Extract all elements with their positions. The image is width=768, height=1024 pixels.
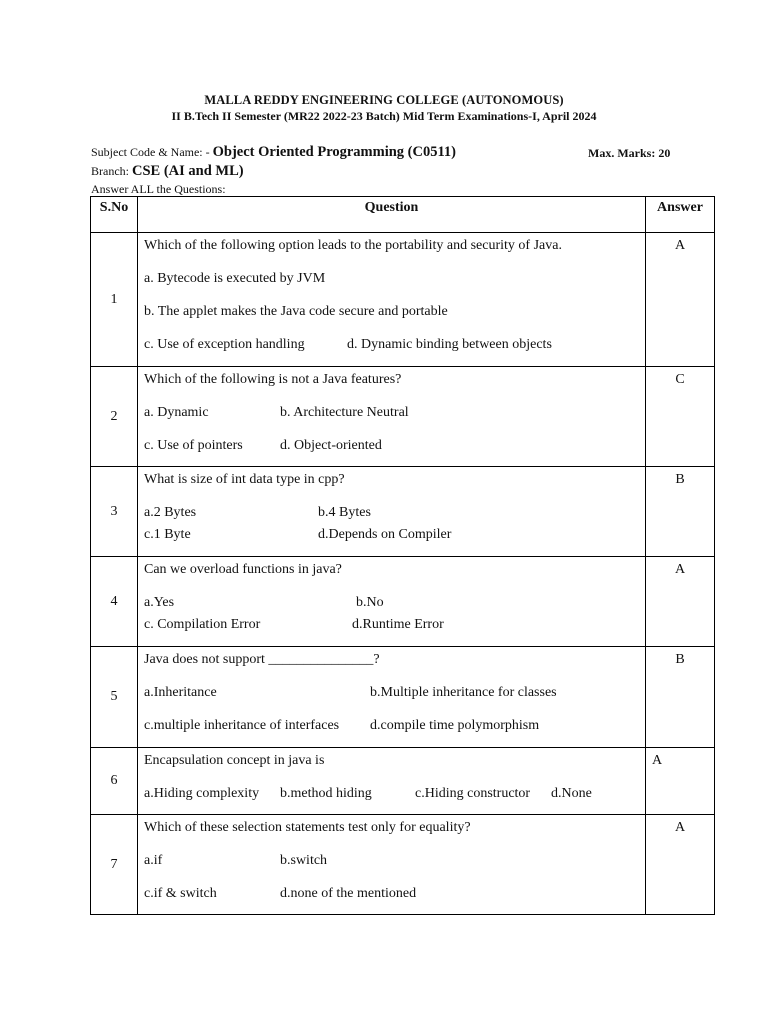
option-line (144, 852, 639, 870)
option-line (144, 504, 639, 522)
question-cell (138, 367, 646, 467)
table-row (91, 367, 715, 467)
answer-cell: B (646, 467, 715, 557)
option-d: d.None (551, 786, 592, 801)
table-row (91, 233, 715, 367)
table-row (91, 467, 715, 557)
option-b: b.method hiding (280, 786, 372, 801)
serial-number: 4 (91, 557, 138, 647)
answer-cell: A (646, 233, 715, 367)
question-text: Which of the following is not a Java features? (144, 372, 402, 387)
option-line (144, 684, 639, 702)
option-d: d.none of the mentioned (280, 886, 417, 901)
answer-cell: A (646, 815, 715, 915)
answer-cell: C (646, 367, 715, 467)
serial-number: 1 (91, 233, 138, 367)
option-b: b.No (356, 595, 384, 610)
option-a: a.Hiding complexity (144, 786, 260, 801)
question-cell (138, 233, 646, 367)
subject-name: Object Oriented Programming (C0511) (212, 144, 457, 160)
branch-line (91, 163, 244, 180)
question-text: Encapsulation concept in java is (144, 753, 325, 768)
question-cell (138, 467, 646, 557)
option-c: c.1 Byte (144, 527, 191, 542)
option-line (144, 526, 639, 544)
table-row (91, 815, 715, 915)
option-a: a.if (144, 853, 163, 868)
option-a: a.2 Bytes (144, 505, 197, 520)
serial-number: 2 (91, 367, 138, 467)
question-text: Which of these selection statements test only for equality? (144, 820, 471, 835)
option-line (144, 616, 639, 634)
question-cell (138, 647, 646, 748)
exam-title: II B.Tech II Semester (MR22 2022-23 Batch) Mid Term Examinations-I, April 2024 (171, 109, 597, 123)
serial-number: 5 (91, 647, 138, 748)
subject-label: Subject Code & Name: - (91, 145, 210, 159)
option-line (144, 717, 639, 735)
option-a: a.Yes (144, 595, 175, 610)
option-c: c.multiple inheritance of interfaces (144, 718, 340, 733)
option-b: b.switch (280, 853, 328, 868)
option-line (144, 404, 639, 422)
question-text: Java does not support _______________? (144, 652, 380, 667)
answer-cell: A (646, 557, 715, 647)
question-text: Which of the following option leads to the portability and security of Java. (144, 238, 562, 253)
option-b: b.4 Bytes (318, 505, 371, 520)
table-row (91, 748, 715, 815)
college-name: MALLA REDDY ENGINEERING COLLEGE (AUTONOMOUS) (204, 93, 564, 107)
option-d: d. Dynamic binding between objects (347, 337, 552, 352)
option-c: c. Compilation Error (144, 617, 261, 632)
question-cell (138, 557, 646, 647)
answer-cell: A (646, 748, 715, 815)
question-table (90, 196, 715, 915)
max-marks: Max. Marks: 20 (588, 146, 671, 160)
option-line (144, 303, 639, 321)
option-line (144, 594, 639, 612)
question-text: What is size of int data type in cpp? (144, 472, 345, 487)
column-header-answer: Answer (646, 197, 715, 233)
option-c: c.Hiding constructor (415, 786, 531, 801)
option-b: b. Architecture Neutral (280, 405, 409, 420)
option-line (144, 785, 639, 803)
serial-number: 7 (91, 815, 138, 915)
option-c: c. Use of exception handling (144, 337, 305, 352)
table-header-row (91, 197, 715, 233)
option-line (144, 336, 639, 354)
table-row (91, 647, 715, 748)
option-a: a.Inheritance (144, 685, 217, 700)
option-c: c. Use of pointers (144, 438, 243, 453)
subject-line (91, 144, 456, 161)
option-b: b.Multiple inheritance for classes (370, 685, 557, 700)
branch-name: CSE (AI and ML) (132, 163, 244, 179)
serial-number: 3 (91, 467, 138, 557)
option-d: d.Runtime Error (352, 617, 444, 632)
option-line (144, 885, 639, 903)
option-b: b. The applet makes the Java code secure and portable (144, 304, 448, 319)
question-text: Can we overload functions in java? (144, 562, 342, 577)
option-d: d. Object-oriented (280, 438, 382, 453)
question-cell (138, 748, 646, 815)
branch-label: Branch: (91, 164, 129, 178)
question-cell (138, 815, 646, 915)
column-header-question: Question (138, 197, 646, 233)
option-line (144, 270, 639, 288)
answer-cell: B (646, 647, 715, 748)
serial-number: 6 (91, 748, 138, 815)
option-a: a. Dynamic (144, 405, 209, 420)
option-a: a. Bytecode is executed by JVM (144, 271, 326, 286)
instruction: Answer ALL the Questions: (91, 182, 226, 196)
option-d: d.Depends on Compiler (318, 527, 452, 542)
option-d: d.compile time polymorphism (370, 718, 540, 733)
option-c: c.if & switch (144, 886, 217, 901)
table-row (91, 557, 715, 647)
option-line (144, 437, 639, 455)
column-header-sno: S.No (91, 197, 138, 233)
